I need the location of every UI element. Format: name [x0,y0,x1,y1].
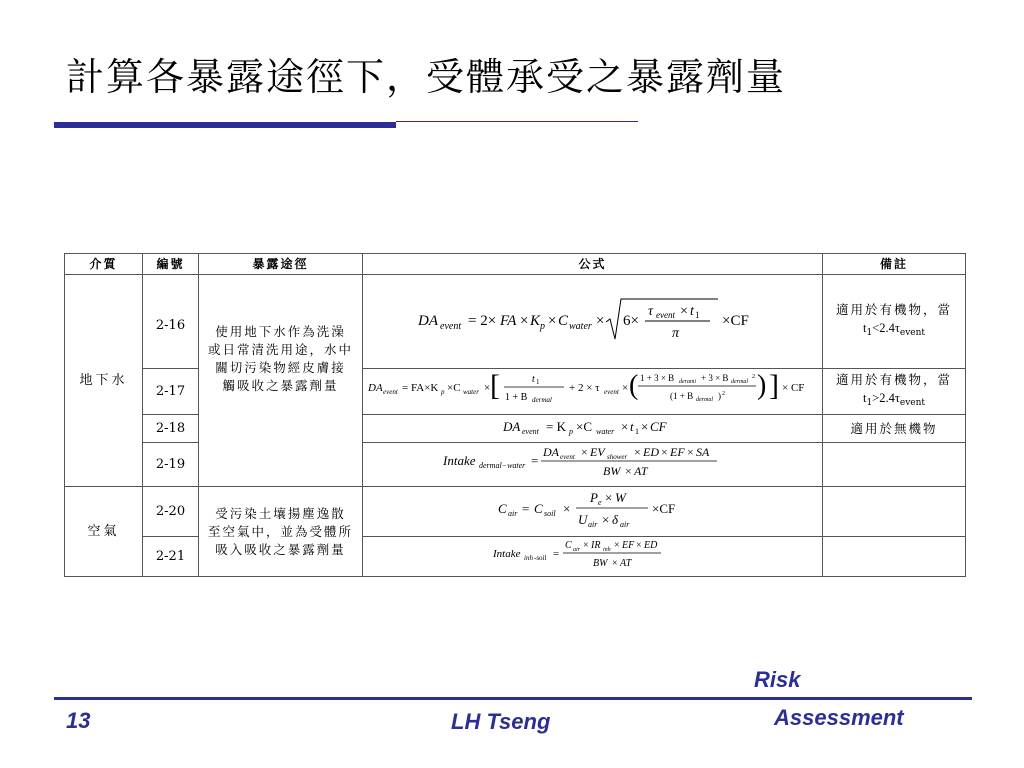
svg-text:6×: 6× [622,313,639,329]
header-note: 備註 [823,254,966,275]
svg-text:dermal: dermal [730,379,748,385]
svg-text:BW: BW [592,558,607,569]
path-air [199,487,363,577]
svg-text:FA: FA [499,313,516,329]
svg-text:air: air [619,520,629,529]
formula-graphic [443,443,743,481]
path-line: 受污染土壤揚塵逸散 [215,505,346,521]
svg-text:EF: EF [669,445,685,459]
path-line: 至空氣中，並為受體所 [207,523,353,539]
table-row [65,275,966,369]
svg-text:t: t [689,304,694,319]
table-header-row [65,254,966,275]
svg-text:p: p [440,388,444,396]
svg-text:×: × [562,501,570,516]
footer-divider [54,697,972,700]
svg-text:water: water [568,321,592,332]
svg-text:Intake: Intake [492,548,520,560]
note-organic-long: 適用於有機物，當 $t_1>2.4\tau_{event}$ [823,369,966,415]
svg-text:air: air [587,520,597,529]
path-groundwater [199,275,363,487]
svg-text:×CF: ×CF [721,313,749,329]
svg-text:]: ] [768,369,779,402]
exposure-dose-table [64,253,966,577]
formula-2-17 [363,369,823,415]
svg-text:×: × [633,445,641,459]
footer-author: LH Tseng [451,709,551,734]
svg-text:event: event [559,453,575,461]
svg-text:2: 2 [721,391,725,397]
note-organic-short: 適用於有機物，當 $t_1<2.4\tau_{event}$ [823,275,966,369]
formula-2-19 [363,443,823,487]
svg-text:×: × [547,313,556,329]
svg-text:× CF: × CF [781,382,804,394]
row-id: 2-17 [143,369,199,415]
path-line: 觸吸收之暴露劑量 [222,378,339,393]
svg-text:): ) [756,370,766,401]
row-id: 2-18 [143,415,199,443]
svg-text:event: event [655,310,675,320]
svg-text:W: W [614,490,626,505]
note-empty [823,537,966,577]
svg-text:C: C [557,313,568,329]
svg-text:1: 1 [535,378,539,386]
svg-text:CF: CF [649,419,667,434]
header-path: 暴露途徑 [199,254,363,275]
svg-text:e: e [597,498,602,507]
svg-text:×: × [580,445,588,459]
svg-text:ED: ED [643,540,657,551]
svg-text:shower: shower [606,453,627,461]
svg-text:×: × [582,540,589,551]
svg-text:DA: DA [502,419,520,434]
title-underline-thin [396,121,638,122]
svg-text:C: C [533,501,543,516]
svg-text:1 + 3 × B: 1 + 3 × B [639,373,674,383]
svg-text:DA: DA [367,382,383,394]
svg-text:water: water [462,388,479,396]
svg-text:×: × [635,540,642,551]
page-number: 13 [66,708,91,733]
svg-text:soil: soil [543,509,556,518]
svg-text:C: C [497,501,507,516]
svg-text:EF: EF [621,540,634,551]
title-underline-thick [54,122,396,128]
svg-text:IR: IR [590,540,600,551]
svg-text:×: × [483,382,490,394]
formula-graphic [503,415,683,437]
svg-text:×: × [621,382,628,394]
svg-text:×C: ×C [575,419,592,434]
svg-text:inh: inh [602,547,611,553]
svg-text:Intake: Intake [442,453,475,468]
header-formula: 公式 [363,254,823,275]
svg-text:= FA×K: = FA×K [401,382,438,394]
svg-text:+ 3 × B: + 3 × B [700,373,728,383]
note-empty [823,443,966,487]
svg-text:×: × [624,464,632,478]
svg-text:BW: BW [602,464,620,478]
svg-text:DA: DA [417,313,438,329]
svg-text:(1 + B: (1 + B [669,391,693,401]
svg-text:π: π [671,326,679,341]
formula-graphic [368,369,818,409]
svg-text:×: × [620,419,628,434]
svg-text:1: 1 [634,427,639,436]
svg-text:DA: DA [542,445,559,459]
svg-text:×: × [613,540,620,551]
svg-text:event: event [521,427,539,436]
table-row [65,487,966,537]
svg-text:2: 2 [751,374,755,380]
svg-text:×: × [601,512,609,527]
svg-text:dermal−water: dermal−water [478,461,525,470]
svg-text:δ: δ [611,512,618,527]
svg-text:= 2×: = 2× [467,313,496,329]
path-line: 使用地下水作為洗澡 [215,324,346,339]
formula-2-20 [363,487,823,537]
formula-graphic [418,289,768,349]
note-inorganic: 適用於無機物 [823,415,966,443]
svg-text:-soil: -soil [533,554,546,562]
row-id: 2-21 [143,537,199,577]
path-line: 或日常清洗用途，水中 [207,342,353,357]
svg-text:×: × [679,304,688,319]
svg-text:event: event [382,388,398,396]
row-id: 2-16 [143,275,199,369]
medium-groundwater: 地下水 [65,275,143,487]
svg-text:dermal: dermal [695,397,713,403]
formula-2-18 [363,415,823,443]
header-medium: 介質 [65,254,143,275]
header-id: 編號 [143,254,199,275]
medium-air: 空氣 [65,487,143,577]
svg-text:EV: EV [589,445,605,459]
slide-title: 計算各暴露途徑下，受體承受之暴露劑量 [66,55,787,99]
svg-text:t: t [531,374,535,385]
svg-text:air: air [507,509,517,518]
svg-text:K: K [529,313,540,329]
formula-graphic [493,537,693,571]
row-id: 2-20 [143,487,199,537]
svg-text:1 + B: 1 + B [504,392,527,403]
svg-text:×C: ×C [446,382,461,394]
footer-course-line1: Risk [754,667,801,692]
svg-text:AT: AT [633,464,648,478]
svg-text:τ: τ [647,304,653,319]
svg-text:×: × [595,313,604,329]
formula-2-21 [363,537,823,577]
svg-text:inh: inh [523,554,533,562]
svg-text:p: p [568,427,573,436]
svg-text:C: C [564,540,572,551]
svg-text:): ) [717,391,721,401]
svg-text:1: 1 [694,310,699,320]
svg-text:×: × [686,445,694,459]
svg-text:p: p [539,321,545,332]
svg-text:×: × [604,490,612,505]
svg-text:=: = [552,548,559,560]
row-id: 2-19 [143,443,199,487]
svg-text:= K: = K [545,419,566,434]
svg-text:×: × [640,419,648,434]
svg-text:×: × [519,313,528,329]
svg-text:event: event [439,321,461,332]
path-line: 關切污染物經皮膚接 [215,360,346,375]
svg-text:derami: derami [678,379,696,385]
formula-graphic [498,487,688,531]
path-line: 吸入吸收之暴露劑量 [215,541,346,557]
svg-text:=: = [521,501,529,516]
svg-text:U: U [577,512,587,527]
formula-2-16 [363,275,823,369]
svg-text:×CF: ×CF [651,501,675,516]
svg-text:×: × [611,558,618,569]
svg-text:SA: SA [695,445,709,459]
svg-text:AT: AT [619,558,631,569]
svg-text:water: water [595,427,614,436]
svg-text:air: air [572,547,580,553]
svg-text:ED: ED [642,445,659,459]
svg-text:(: ( [628,370,638,401]
footer-course-line2: Assessment [774,705,904,730]
svg-text:=: = [530,453,538,468]
note-empty [823,487,966,537]
svg-text:t: t [629,419,634,434]
svg-text:dermal: dermal [531,396,552,404]
svg-text:[: [ [489,369,500,402]
svg-text:×: × [660,445,668,459]
svg-text:event: event [603,388,619,396]
svg-text:P: P [589,490,598,505]
svg-text:+ 2 × τ: + 2 × τ [568,382,600,394]
